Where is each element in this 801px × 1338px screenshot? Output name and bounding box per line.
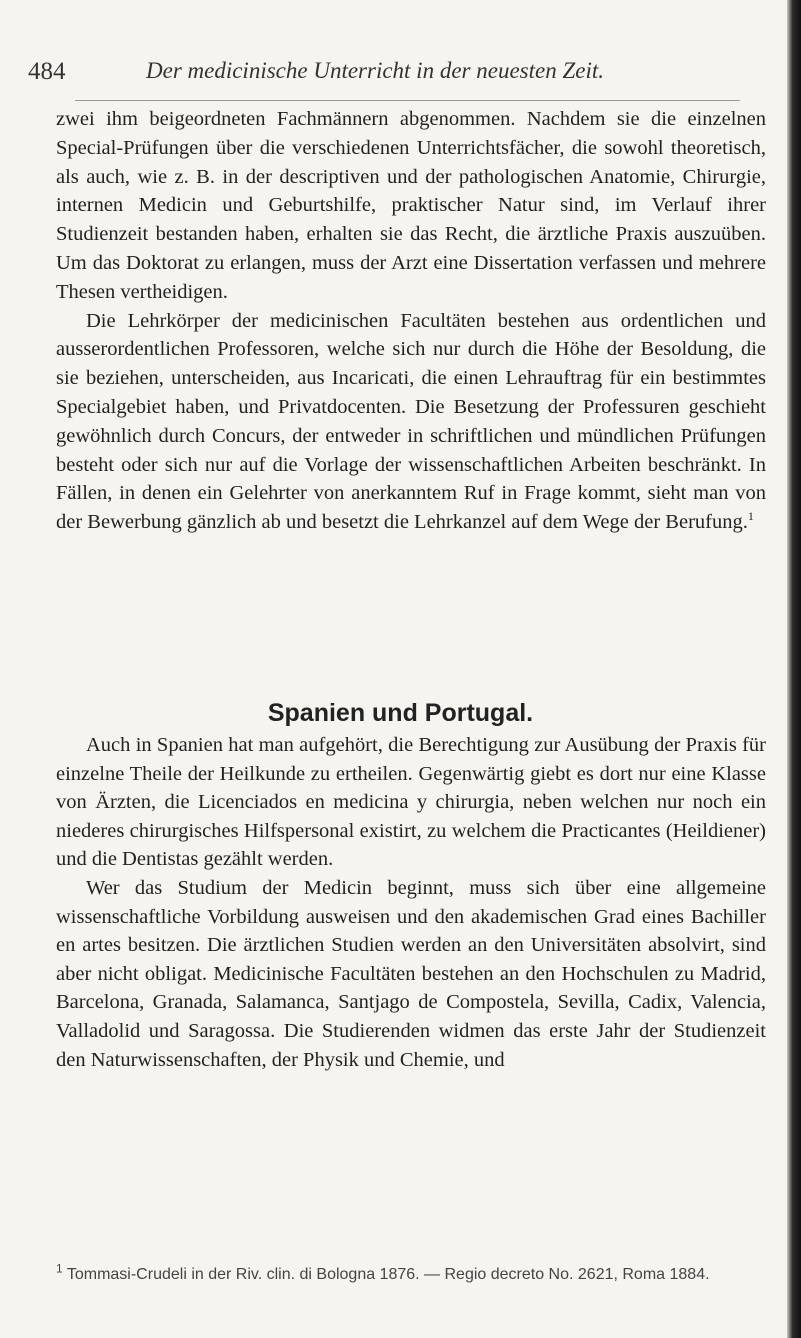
page-header [28,58,768,94]
paragraph-text: Auch in Spanien hat man aufgehört, die Berechtigung zur Ausübung der Praxis für einzelne Theile der Heilkunde zu ertheilen. Gegenwärtig giebt es dort nur eine Klasse von Ärzten, die Licenciados en medicina y chirurgia, neben welchen nur noch ein niederes chirurgisches Hilfspersonal existirt, zu welchem die Practicantes (Heildiener) und die Dentistas gezählt werden. [56,734,766,871]
header-rule [75,100,740,101]
paragraph [56,731,766,874]
paragraph [56,874,766,1074]
footnote [56,1262,766,1287]
body-text [56,105,766,537]
footnote-marker: 1 [747,509,754,524]
footnote-text: Tommasi-Crudeli in der Riv. clin. di Bologna 1876. — Regio decreto No. 2621, Roma 1884. [66,1266,710,1283]
paragraph-text: Die Lehrkörper der medicinischen Facultäten bestehen aus ordentlichen und ausserordentlichen Professoren, welche sich nur durch die Höhe der Besoldung, die sie beziehen, unterscheiden, aus Incaricati, die einen Lehrauftrag für ein bestimmtes Specialgebiet haben, und Privatdocenten. Die Besetzung der Professuren geschieht gewöhnlich durch Concurs, der entweder in schriftlichen und mündlichen Prüfungen besteht oder sich nur auf die Vorlage der wissenschaftlichen Arbeiten beschränkt. In Fällen, in denen ein Gelehrter von anerkanntem Ruf in Frage kommt, sieht man von der Bewerbung gänzlich ab und besetzt die Lehrkanzel auf dem Wege der Berufung. [56,309,766,534]
section-body [56,731,766,1074]
section-heading: Spanien und Portugal. [267,699,534,727]
footnote-marker: 1 [56,1261,63,1276]
paragraph [56,307,766,537]
running-title: Der medicinische Unterricht in der neuesten Zeit. [146,58,604,83]
paragraph [56,105,766,307]
page-edge-shadow [787,0,801,1338]
page-number: 484 [28,58,66,85]
paragraph-text: zwei ihm beigeordneten Fachmännern abgenommen. Nachdem sie die einzelnen Special-Prüfungen über die verschiedenen Unterrichtsfächer, die sowohl theoretisch, als auch, wie z. B. in der descriptiven und der pathologischen Anatomie, Chirurgie, internen Medicin und Geburtshilfe, praktischer Natur sind, im Verlauf ihrer Studienzeit bestanden haben, erhalten sie das Recht, die ärztliche Praxis auszuüben. Um das Doktorat zu erlangen, muss der Arzt eine Dissertation verfassen und mehrere Thesen vertheidigen. [56,108,766,303]
paragraph-text: Wer das Studium der Medicin beginnt, muss sich über eine allgemeine wissenschaftliche Vorbildung ausweisen und den akademischen Grad eines Bachiller en artes besitzen. Die ärztlichen Studien werden an den Universitäten absolvirt, sind aber nicht obligat. Medicinische Facultäten bestehen an den Hochschulen zu Madrid, Barcelona, Granada, Salamanca, Santjago de Compostela, Sevilla, Cadix, Valencia, Valladolid und Saragossa. Die Studierenden widmen das erste Jahr der Studienzeit den Naturwissenschaften, der Physik und Chemie, und [56,876,766,1071]
